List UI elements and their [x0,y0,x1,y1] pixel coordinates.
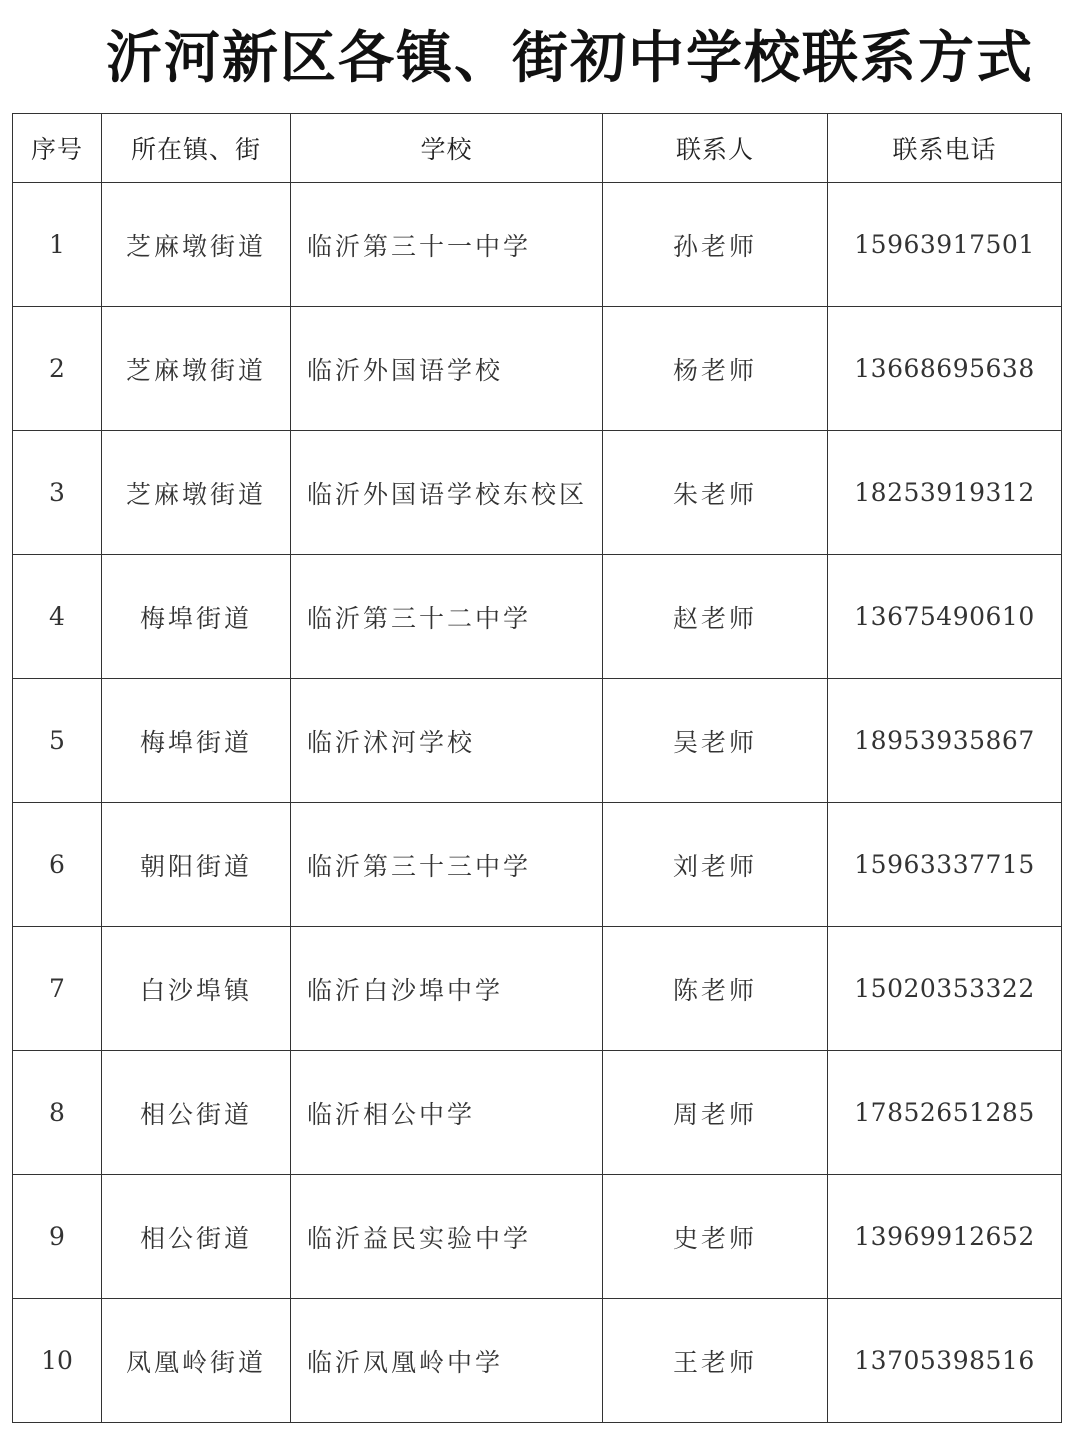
table-row [13,555,1062,679]
table-row [13,803,1062,927]
row-index: 3 [13,431,102,555]
row-school: 临沂相公中学 [291,1051,603,1175]
row-index: 9 [13,1175,102,1299]
row-school: 临沂第三十三中学 [291,803,603,927]
header-phone: 联系电话 [828,114,1062,183]
row-town: 梅埠街道 [102,555,291,679]
row-phone: 13668695638 [828,307,1062,431]
row-phone: 15963917501 [828,183,1062,307]
row-index: 7 [13,927,102,1051]
contacts-table [12,113,1062,1423]
row-contact: 吴老师 [603,679,828,803]
row-town: 凤凰岭街道 [102,1299,291,1423]
row-town: 相公街道 [102,1051,291,1175]
row-phone: 15963337715 [828,803,1062,927]
row-phone: 17852651285 [828,1051,1062,1175]
table-row [13,307,1062,431]
row-town: 相公街道 [102,1175,291,1299]
row-school: 临沂沭河学校 [291,679,603,803]
row-phone: 13705398516 [828,1299,1062,1423]
row-contact: 刘老师 [603,803,828,927]
row-contact: 王老师 [603,1299,828,1423]
row-phone: 15020353322 [828,927,1062,1051]
row-town: 梅埠街道 [102,679,291,803]
row-contact: 朱老师 [603,431,828,555]
header-index: 序号 [13,114,102,183]
row-index: 4 [13,555,102,679]
table-row [13,1175,1062,1299]
row-town: 朝阳街道 [102,803,291,927]
row-contact: 赵老师 [603,555,828,679]
table-row [13,1051,1062,1175]
header-town: 所在镇、街 [102,114,291,183]
table-row [13,183,1062,307]
row-phone: 18953935867 [828,679,1062,803]
row-school: 临沂外国语学校 [291,307,603,431]
row-index: 5 [13,679,102,803]
row-town: 白沙埠镇 [102,927,291,1051]
table-header-row [13,114,1062,183]
table-row [13,679,1062,803]
table-row [13,1299,1062,1423]
row-school: 临沂白沙埠中学 [291,927,603,1051]
row-school: 临沂凤凰岭中学 [291,1299,603,1423]
row-contact: 杨老师 [603,307,828,431]
row-phone: 13675490610 [828,555,1062,679]
row-index: 2 [13,307,102,431]
row-contact: 孙老师 [603,183,828,307]
row-phone: 13969912652 [828,1175,1062,1299]
table-row [13,431,1062,555]
row-town: 芝麻墩街道 [102,431,291,555]
row-index: 6 [13,803,102,927]
row-phone: 18253919312 [828,431,1062,555]
page-title: 沂河新区各镇、街初中学校联系方式 [106,25,1034,91]
row-town: 芝麻墩街道 [102,307,291,431]
row-school: 临沂第三十二中学 [291,555,603,679]
header-school: 学校 [291,114,603,183]
row-school: 临沂第三十一中学 [291,183,603,307]
row-contact: 史老师 [603,1175,828,1299]
header-contact: 联系人 [603,114,828,183]
table-row [13,927,1062,1051]
row-contact: 周老师 [603,1051,828,1175]
row-contact: 陈老师 [603,927,828,1051]
row-index: 1 [13,183,102,307]
row-town: 芝麻墩街道 [102,183,291,307]
row-index: 8 [13,1051,102,1175]
row-school: 临沂益民实验中学 [291,1175,603,1299]
row-school: 临沂外国语学校东校区 [291,431,603,555]
row-index: 10 [13,1299,102,1423]
